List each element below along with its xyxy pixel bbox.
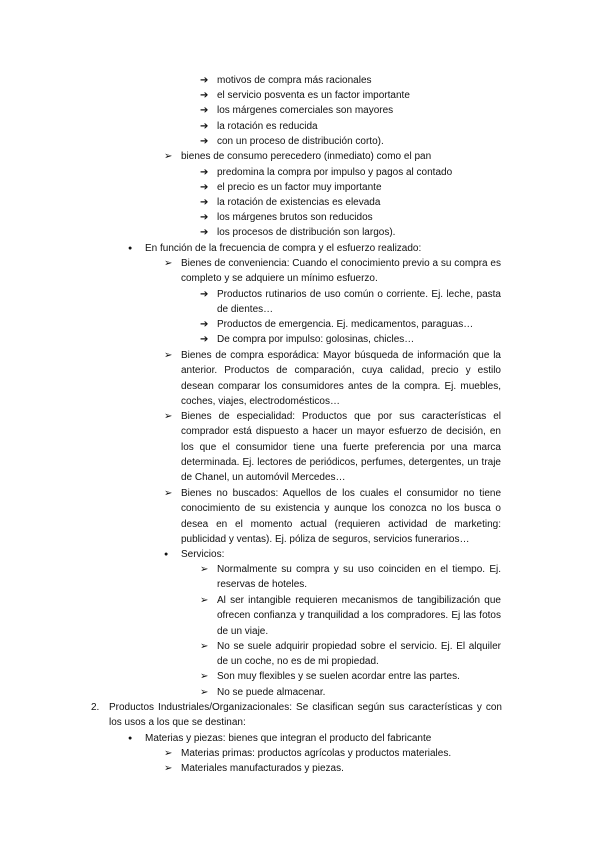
list-item: Normalmente su compra y su uso coinciden en el tiempo. Ej. reservas de hoteles. xyxy=(217,564,501,591)
list-item: Materias y piezas: bienes que integran el producto del fabricante xyxy=(145,733,432,744)
arrow-bullet-icon: ➔ xyxy=(200,227,209,238)
chevron-bullet-icon: ➢ xyxy=(200,595,209,606)
chevron-bullet-icon: ➢ xyxy=(164,763,173,774)
chevron-bullet-icon: ➢ xyxy=(164,151,173,162)
chevron-bullet-icon: ➢ xyxy=(200,564,209,575)
list-item: el servicio posventa es un factor importante xyxy=(217,90,410,101)
section-heading: En función de la frecuencia de compra y el esfuerzo realizado: xyxy=(145,243,422,254)
list-item: bienes de consumo perecedero (inmediato) como el pan xyxy=(181,151,432,162)
arrow-bullet-icon: ➔ xyxy=(200,167,209,178)
list-item: Materiales manufacturados y piezas. xyxy=(181,763,344,774)
list-item: Productos rutinarios de uso común o corriente. Ej. leche, pasta de dientes… xyxy=(217,289,501,316)
paragraph-bienes-compra-esporadica: Bienes de compra esporádica: Mayor búsqueda de información que la anterior. Productos de comparación, cuya calidad, precio y estilo desean comparar los consumidores antes de la compra. Ej. muebles, coches, viajes, electrodomésticos… xyxy=(181,350,501,407)
list-item: De compra por impulso: golosinas, chicles… xyxy=(217,334,415,345)
arrow-bullet-icon: ➔ xyxy=(200,105,209,116)
arrow-bullet-icon: ➔ xyxy=(200,289,209,300)
arrow-bullet-icon: ➔ xyxy=(200,182,209,193)
list-item: con un proceso de distribución corto). xyxy=(217,136,384,147)
list-item: Son muy flexibles y se suelen acordar entre las partes. xyxy=(217,671,460,682)
chevron-bullet-icon: ➢ xyxy=(164,411,173,422)
arrow-bullet-icon: ➔ xyxy=(200,319,209,330)
list-item: Productos de emergencia. Ej. medicamentos, paraguas… xyxy=(217,319,474,330)
list-item: No se puede almacenar. xyxy=(217,687,326,698)
list-item: los procesos de distribución son largos). xyxy=(217,227,396,238)
chevron-bullet-icon: ➢ xyxy=(164,748,173,759)
list-item: la rotación de existencias es elevada xyxy=(217,197,381,208)
dot-bullet-icon: ● xyxy=(128,245,133,252)
chevron-bullet-icon: ➢ xyxy=(200,687,209,698)
paragraph-bienes-no-buscados: Bienes no buscados: Aquellos de los cuales el consumidor no tiene conocimiento de su existencia y aunque los conozca no los busca o desea en el momento actual (requieren actividad de marketing: publicidad y ventas). Ej. póliza de seguros, servicios funerarios… xyxy=(181,488,501,545)
list-number: 2. xyxy=(91,702,100,713)
chevron-bullet-icon: ➢ xyxy=(164,350,173,361)
chevron-bullet-icon: ➢ xyxy=(164,258,173,269)
list-item: Al ser intangible requieren mecanismos de tangibilización que ofrecen confianza y tranquilidad a los compradores. Ej las fotos de un viaje. xyxy=(217,595,501,637)
list-item: No se suele adquirir propiedad sobre el servicio. Ej. El alquiler de un coche, no es de mi propiedad. xyxy=(217,641,501,668)
chevron-bullet-icon: ➢ xyxy=(200,641,209,652)
paragraph-bienes-conveniencia: Bienes de conveniencia: Cuando el conocimiento previo a su compra es completo y se adquiere un mínimo esfuerzo. xyxy=(181,258,501,285)
list-item: motivos de compra más racionales xyxy=(217,75,372,86)
arrow-bullet-icon: ➔ xyxy=(200,75,209,86)
arrow-bullet-icon: ➔ xyxy=(200,121,209,132)
chevron-bullet-icon: ➢ xyxy=(200,671,209,682)
paragraph-bienes-especialidad: Bienes de especialidad: Productos que por sus características el comprador está dispuesto a hacer un mayor esfuerzo de decisión, en los que el consumidor tiene una fuerte preferencia por una marca determinada. Ej. lectores de periódicos, perfumes, detergentes, un traje de Chanel, un automóvil Mercedes… xyxy=(181,411,501,484)
dot-bullet-icon: ● xyxy=(164,551,169,558)
section-heading: Servicios: xyxy=(181,549,225,560)
dot-bullet-icon: ● xyxy=(128,735,133,742)
list-item: predomina la compra por impulso y pagos al contado xyxy=(217,167,453,178)
arrow-bullet-icon: ➔ xyxy=(200,197,209,208)
paragraph-productos-industriales: Productos Industriales/Organizacionales: Se clasifican según sus características y con los usos a los que se destinan: xyxy=(109,702,502,729)
list-item: Materias primas: productos agrícolas y productos materiales. xyxy=(181,748,452,759)
list-item: los márgenes brutos son reducidos xyxy=(217,212,373,223)
arrow-bullet-icon: ➔ xyxy=(200,90,209,101)
list-item: los márgenes comerciales son mayores xyxy=(217,105,394,116)
arrow-bullet-icon: ➔ xyxy=(200,212,209,223)
list-item: el precio es un factor muy importante xyxy=(217,182,382,193)
arrow-bullet-icon: ➔ xyxy=(200,136,209,147)
list-item: la rotación es reducida xyxy=(217,121,318,132)
chevron-bullet-icon: ➢ xyxy=(164,488,173,499)
arrow-bullet-icon: ➔ xyxy=(200,334,209,345)
